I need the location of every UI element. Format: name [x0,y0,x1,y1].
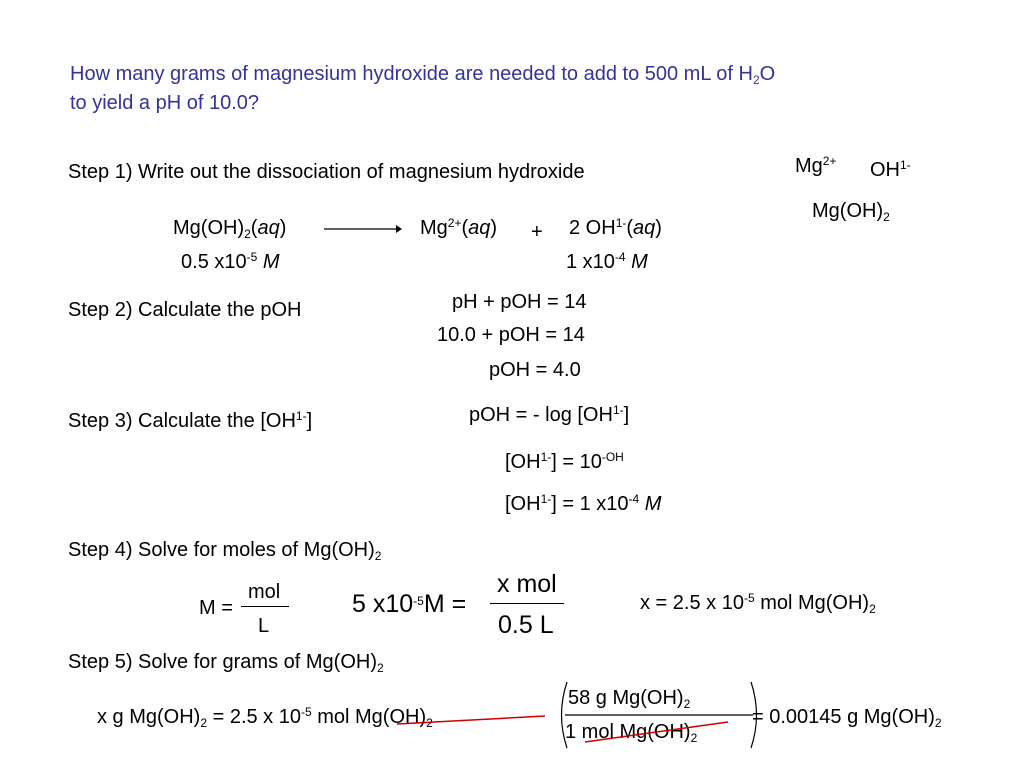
molarity-lhs: M = [199,597,233,619]
question-line-1: How many grams of magnesium hydroxide are needed to add to 500 mL of $H_2O$ [70,63,776,87]
cancel-strike-denominator-units [585,722,728,742]
step3-label: Step 3) Calculate the $[OH^{1-}]$ [68,409,313,432]
step2-eq3: pOH = 4.0 [489,359,581,381]
conversion-denominator: 1 mol $Mg(OH)_2$ [565,721,698,745]
step4-equation-denominator: 0.5 L [498,611,554,639]
step1-label: Step 1) Write out the dissociation of magnesium hydroxide [68,161,585,183]
step2-label: Step 2) Calculate the pOH [68,299,302,321]
step4-fraction-bar [490,603,564,604]
step5-result: = 0.00145 g $Mg(OH)_2$ [752,706,942,730]
step3-eq2: $[OH^{1-}] = 10^{-OH}$ [505,450,624,473]
molarity-fraction-bar [241,606,289,607]
cancel-strike-numerator-units [397,716,545,724]
step4-label: Step 4) Solve for moles of $Mg(OH)_2$ [68,539,382,563]
molarity-numerator: mol [248,581,281,603]
step4-result: x = 2.5 x $10^{-5}$ mol $Mg(OH)_2$ [640,591,876,616]
step4-equation-lhs: 5 $x10^{-5}M$ = [352,590,467,618]
unit-cancel-strikes [395,700,750,745]
step1-plus: + [531,221,543,243]
step5-label: Step 5) Solve for grams of $Mg(OH)_2$ [68,651,384,675]
step1-reactant-concentration: 0.5 $x10^{-5}$ M [181,250,280,273]
step3-eq1: pOH = - $\log [OH^{1-}]$ [469,403,630,426]
step2-eq1: pH + pOH = 14 [452,291,587,313]
oh-ion-label: $OH^{1-}$ [870,158,911,181]
step1-product-mg: $Mg^{2+}(aq)$ [420,216,498,239]
step5-calculation: x g $Mg(OH)_2 = 2.5$ x $10^{-5}$ mol $Mg(OH)_2$ [97,705,433,730]
question-line-2: to yield a pH of 10.0? [70,92,260,114]
molarity-denominator: L [258,615,270,637]
conversion-numerator: 58 g $Mg(OH)_2$ [568,687,691,711]
step4-equation-numerator: x mol [497,570,557,598]
step3-eq3: $[OH^{1-}] = 1$ $x10^{-4}$ M [505,492,662,515]
reaction-arrow [322,222,402,234]
step1-reactant: $Mg(OH)_2(aq)$ [173,217,287,241]
step1-product-oh: 2 $OH^{1-}(aq)$ [569,216,662,239]
step2-eq2: 10.0 + pOH = 14 [437,324,585,346]
compound-label: $Mg(OH)_2$ [812,200,890,224]
step1-product-concentration: 1 $x10^{-4}$ M [566,250,648,273]
mg-ion-label: $Mg^{2+}$ [795,154,837,177]
